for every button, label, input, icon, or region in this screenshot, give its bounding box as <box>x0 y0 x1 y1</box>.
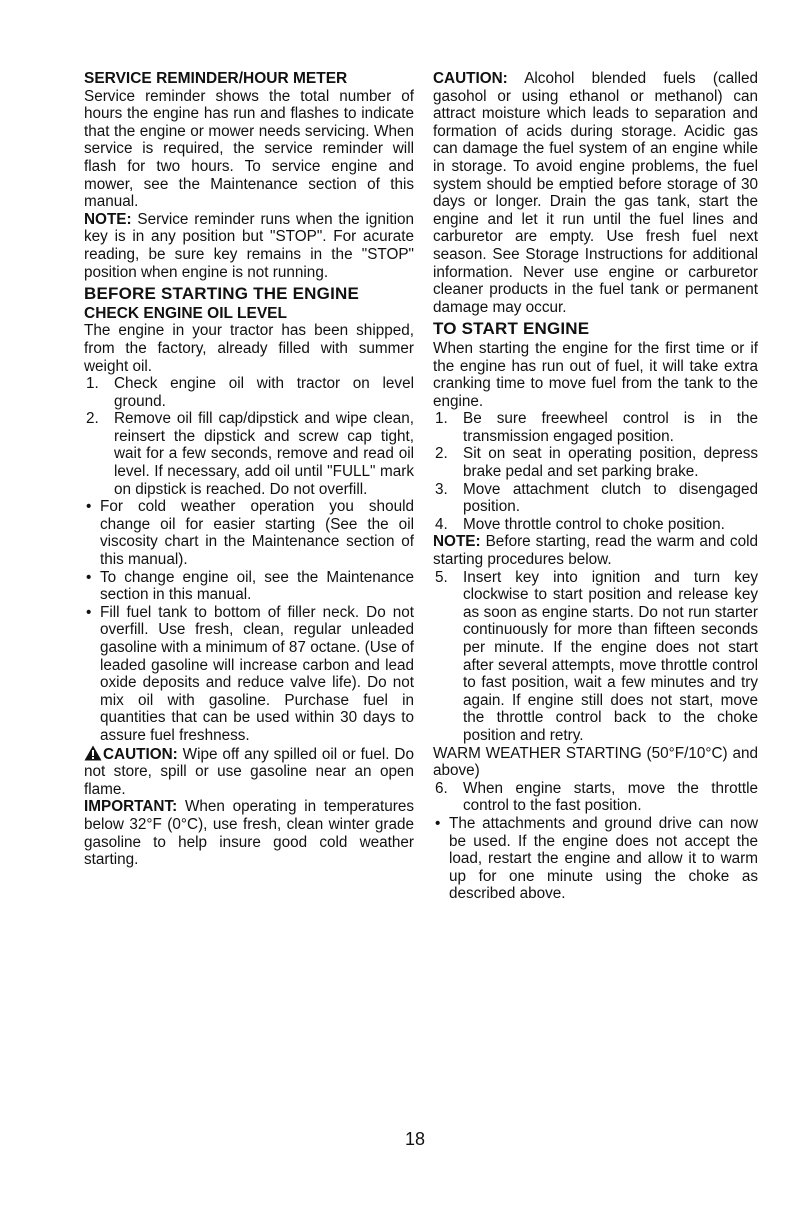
list-item-text: Move attachment clutch to disengaged position. <box>463 480 758 516</box>
caution-text: Wipe off any spilled oil or fuel. Do not store, spill or use gasoline near an open flame. <box>84 745 414 798</box>
list-item-text: Be sure freewheel control is in the transmission engaged position. <box>463 410 758 445</box>
caution-text: Alcohol blended fuels (called gasohol or using ethanol or methanol) can attract moisture which leads to separation and formation of acids during storage. Acidic gas can damage the fuel system of an engine while in storage. To avoid engine problems, the fuel system should be emptied before storage of 30 days or longer. Drain the gas tank, start the engine and let it run until the fuel lines and carburetor are empty. Use fresh fuel next season. See Storage Instructions for additional information. Never use engine or carburetor cleaner products in the fuel tank or permanent damage may occur. <box>433 70 758 316</box>
list-item <box>84 498 414 568</box>
list-marker: • <box>86 568 92 586</box>
warm-weather-heading: WARM WEATHER STARTING (50°F/10°C) and above) <box>433 744 758 780</box>
list-marker: 3. <box>435 480 448 498</box>
left-column <box>84 70 414 869</box>
list-item <box>433 815 758 903</box>
list-item-text: For cold weather operation you should change oil for easier starting (See the oil viscosity chart in the Maintenance section of this manual). <box>100 498 414 569</box>
note-label: NOTE: <box>84 210 132 228</box>
oil-steps-list <box>84 375 414 498</box>
start-steps-list-2 <box>433 569 758 745</box>
list-marker: 1. <box>86 375 99 393</box>
note-service <box>84 211 414 281</box>
list-item <box>433 569 758 745</box>
list-marker: 6. <box>435 779 448 797</box>
page-number: 18 <box>404 1129 426 1149</box>
list-marker: 4. <box>435 515 448 533</box>
note-text: Before starting, read the warm and cold starting procedures below. <box>433 533 758 569</box>
list-item-text: When engine starts, move the throttle control to the fast position. <box>463 779 758 815</box>
start-engine-heading: TO START ENGINE <box>433 319 590 339</box>
check-oil-heading: CHECK ENGINE OIL LEVEL <box>84 304 287 322</box>
list-item <box>84 410 414 498</box>
start-steps-list <box>433 410 758 533</box>
caution-fuel <box>84 745 414 799</box>
list-marker: 2. <box>435 445 448 463</box>
list-marker: • <box>86 603 92 621</box>
warning-icon <box>84 745 102 761</box>
list-item <box>433 516 758 534</box>
important-label: IMPORTANT: <box>84 798 178 816</box>
list-item <box>433 780 758 815</box>
note-text: Service reminder runs when the ignition key is in any position but "STOP". For acurate reading, be sure key remains in the "STOP" position when engine is not running. <box>84 210 414 281</box>
list-item <box>433 481 758 516</box>
list-item <box>84 569 414 604</box>
list-item <box>433 410 758 445</box>
note-label: NOTE: <box>433 533 481 551</box>
warm-bullets-list <box>433 815 758 903</box>
list-item-text: Check engine oil with tractor on level ground. <box>114 375 414 410</box>
list-item-text: Insert key into ignition and turn key clockwise to start position and release key as soon as engine starts. Do not run starter continuously for more than fifteen seconds per minute. If the engine does not start after several attempts, move throttle control to fast position, wait a few minutes and try again. If engine still does not start, move the throttle control back to the choke position and retry. <box>463 568 758 744</box>
list-item-text: The attachments and ground drive can now be used. If the engine does not accept the load, restart the engine and allow it to warm up for one minute using the choke as described above. <box>449 814 758 903</box>
list-marker: • <box>435 814 441 832</box>
list-marker: 2. <box>86 410 99 428</box>
service-heading: SERVICE REMINDER/HOUR METER <box>84 70 348 87</box>
list-item-text: To change engine oil, see the Maintenance section in this manual. <box>100 568 414 604</box>
list-item <box>84 375 414 410</box>
important-note <box>84 798 414 868</box>
caution-label: CAUTION: <box>103 745 178 763</box>
list-marker: 5. <box>435 568 448 586</box>
service-text: Service reminder shows the total number of hours the engine has run and flashes to indicate that the engine or mower needs servicing. When service is required, the service reminder will flash for two hours. To service engine and mower, see the Maintenance section of this manual. <box>84 87 414 211</box>
list-item <box>433 445 758 480</box>
list-marker: • <box>86 498 92 516</box>
list-item-text: Remove oil fill cap/dipstick and wipe clean, reinsert the dipstick and screw cap tight, wait for a few seconds, remove and read oil level. If necessary, add oil until "FULL" mark on dipstick is reached. Do not overfill. <box>114 410 414 498</box>
list-item-text: Move throttle control to choke position. <box>463 515 725 533</box>
right-column <box>433 70 758 903</box>
check-oil-intro: The engine in your tractor has been shipped, from the factory, already filled with summer weight oil. <box>84 322 414 375</box>
important-text: When operating in temperatures below 32°F (0°C), use fresh, clean winter grade gasoline to help insure good cold weather starting. <box>84 798 414 869</box>
caution-label: CAUTION: <box>433 70 508 87</box>
warm-steps-list <box>433 780 758 815</box>
note-start <box>433 533 758 568</box>
list-marker: 1. <box>435 410 448 428</box>
caution-alcohol <box>433 70 758 316</box>
oil-bullets-list <box>84 498 414 744</box>
start-intro: When starting the engine for the first time or if the engine has run out of fuel, it will take extra cranking time to move fuel from the tank to the engine. <box>433 339 758 410</box>
list-item-text: Fill fuel tank to bottom of filler neck. Do not overfill. Use fresh, clean, regular unleaded gasoline with a minimum of 87 octane. (Use of leaded gasoline will increase carbon and lead oxide deposits and reduce valve life). Do not mix oil with gasoline. Purchase fuel in quantities that can be used within 30 days to assure fuel freshness. <box>100 603 414 744</box>
list-item <box>84 604 414 745</box>
before-starting-heading: BEFORE STARTING THE ENGINE <box>84 284 360 304</box>
list-item-text: Sit on seat in operating position, depress brake pedal and set parking brake. <box>463 445 758 481</box>
